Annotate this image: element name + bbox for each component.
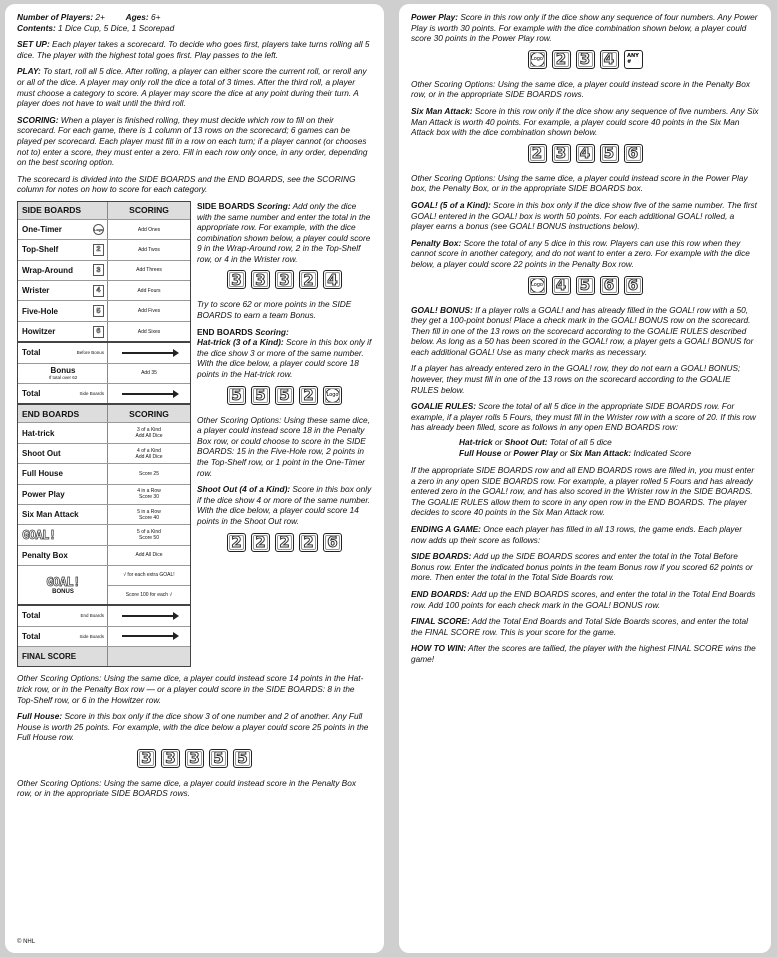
die-2-icon: 2 xyxy=(299,386,318,405)
die-3-icon: 3 xyxy=(227,270,246,289)
side-boards-scoring: SIDE BOARDS Scoring: Add only the dice with the same number and enter the total in the appropriate row. For example, with the dice combination shown below, a player could score 9 in the Wrap-Around row, 2 in the Top-Shelf row, or 4 in the Wrister row. xyxy=(197,200,371,264)
die-4-icon: 4 xyxy=(600,50,619,69)
arrow-icon xyxy=(122,393,177,395)
die-3-icon: 3 xyxy=(137,749,156,768)
die-5-icon: 5 xyxy=(600,144,619,163)
side-row xyxy=(18,260,190,280)
row-scoring: 4 in a Row Score 30 xyxy=(137,488,161,501)
row-scoring: Add Sixes xyxy=(137,328,161,335)
goal-bonus-paragraph: GOAL! BONUS: If a player rolls a GOAL! and has already filled in the GOAL! row with a 50, they get a 100-point bonus! Place a check mark in the GOAL! BONUS row on the scorecard. Then fill in one of the 13 rows on the scorecard according to the GOALIE RULES described below. As long as a 50 has been scored in the GOAL! row, a player gets a GOAL! BONUS for each additional GOAL! Use as many check marks as necessary. xyxy=(411,304,754,357)
die-5-icon: 5 xyxy=(275,386,294,405)
die-6-icon: 6 xyxy=(600,276,619,295)
arrow-icon xyxy=(122,615,177,617)
end-row xyxy=(18,524,190,544)
left-panel xyxy=(5,4,384,953)
side-rows xyxy=(18,219,190,341)
die-2-icon: 2 xyxy=(251,533,270,552)
end-rows xyxy=(18,422,190,565)
row-name: Full House xyxy=(22,469,63,479)
logo-die-icon: Logo xyxy=(528,276,547,295)
scorecard xyxy=(17,201,191,667)
row-name: Hat-trick xyxy=(22,428,55,438)
die-3-icon: 3 xyxy=(185,749,204,768)
players-line: Number of Players: 2+ Ages: 6+ Contents: 1 Dice Cup, 5 Dice, 1 Scorepad xyxy=(17,12,175,33)
row-scoring: Score 25 xyxy=(138,470,159,477)
row-name: Wrister xyxy=(22,286,50,296)
end-boards-header: END BOARDS SCORING xyxy=(18,403,190,422)
right-panel xyxy=(399,4,771,953)
row-scoring: Add Twos xyxy=(138,246,160,253)
end-row xyxy=(18,545,190,565)
die-4-icon: 4 xyxy=(576,144,595,163)
die-6-icon: 6 xyxy=(93,326,104,338)
final-score-row: FINAL SCORE xyxy=(18,646,190,666)
total-end-boards-row: Total End Boards xyxy=(18,604,190,625)
copyright: © NHL xyxy=(17,939,36,945)
final-score-paragraph: FINAL SCORE: Add the Total End Boards and Total Side Boards scores, and enter the total the FINAL SCORE row. This is your score for the game. xyxy=(411,616,748,637)
die-3-icon: 3 xyxy=(552,144,571,163)
die-4-icon: 4 xyxy=(323,270,342,289)
side-row xyxy=(18,239,190,259)
die-5-icon: 5 xyxy=(93,305,104,317)
zero-goal-paragraph: If a player has already entered zero in the GOAL! row, they do not earn a GOAL! BONUS; however, they must fill in one of the 13 rows on the scorecard according to the GOALIE RULES below. xyxy=(411,363,741,395)
side-boards-total-paragraph: SIDE BOARDS: Add up the SIDE BOARDS scores and enter the total in the Total Before Bonus row. Enter the indicated bonus points in the team Bonus row if you scored 62 points or more. Then enter the total in the Total Side Boards row. xyxy=(411,551,753,583)
row-scoring: 4 of a Kind Add All Dice xyxy=(135,447,163,460)
end-boards-scoring: END BOARDS Scoring: Hat-trick (3 of a Kind): Score in this box only if the dice show 3 or more of the same number. With the dice below, a player could score 18 points in the Hat-trick row. xyxy=(197,326,372,380)
die-2-icon: 2 xyxy=(299,533,318,552)
die-4-icon: 4 xyxy=(93,285,104,297)
die-2-icon: 2 xyxy=(552,50,571,69)
row-scoring: Add Fives xyxy=(137,308,161,315)
goal-bonus-row: GOAL! BONUS √ for each extra GOAL! Score 100 for each √ xyxy=(18,565,190,604)
side-boards-header: SIDE BOARDS SCORING xyxy=(18,202,190,219)
dice-example-4 xyxy=(17,749,372,768)
die-4-icon: 4 xyxy=(552,276,571,295)
scorecard-section xyxy=(17,201,372,667)
die-6-icon: 6 xyxy=(624,276,643,295)
fullhouse-paragraph: Full House: Score in this box only if the dice show 3 of one number and 2 of another. Any Full House is worth 25 points. For example, with the dice below a player could score 25 points in the Full House row. xyxy=(17,711,369,743)
die-2-icon: 2 xyxy=(227,533,246,552)
end-row xyxy=(18,463,190,483)
other-options-5: Other Scoring Options: Using the same dice, a player could instead score in the Power Play box, the Penalty Box, or in the appropriate SIDE BOARDS box. xyxy=(411,172,748,194)
row-name: Five-Hole xyxy=(22,306,59,316)
setup-paragraph: SET UP: Each player takes a scorecard. To decide who goes first, players take turns rolling all 5 dice. The player with the highest total goes first. Play passes to the left. xyxy=(17,39,370,60)
other-options-1: Other Scoring Options: Using these same dice, a player could instead score 18 in the Penalty Box row, or could choose to score in the SIDE BOARDS: 15 in the Five-Hole row, 2 points in the Top-Shelf row, or 1 point in the One-Timer row. xyxy=(197,414,370,478)
goalie-rules-list: Hat-trick or Shoot Out: Total of all 5 dice Full House or Power Play or Six Man Attack: Indicated Score xyxy=(459,437,692,459)
logo-die-icon: Logo xyxy=(528,50,547,69)
logo-die-icon: Logo xyxy=(93,224,104,235)
row-scoring: Add All Dice xyxy=(135,552,163,559)
total-before-bonus-row: Total Before Bonus xyxy=(18,341,190,362)
bonus-row: Bonus If total over 62 Add 35 xyxy=(18,363,190,383)
die-3-icon: 3 xyxy=(275,270,294,289)
die-6-icon: 6 xyxy=(323,533,342,552)
row-name: Wrap-Around xyxy=(22,265,73,275)
die-2-icon: 2 xyxy=(299,270,318,289)
bonus-tip: Try to score 62 or more points in the SIDE BOARDS to earn a team Bonus. xyxy=(197,299,352,321)
die-3-icon: 3 xyxy=(161,749,180,768)
die-5-icon: 5 xyxy=(576,276,595,295)
dice-example-1 xyxy=(197,270,372,289)
total-side-boards-row: Total Side Boards xyxy=(18,383,190,403)
side-row xyxy=(18,300,190,320)
how-to-win-paragraph: HOW TO WIN: After the scores are tallied, the player with the highest FINAL SCORE wins the game! xyxy=(411,643,756,664)
other-options-4: Other Scoring Options: Using the same dice, a player could instead score in the Penalty Box row, or in the appropriate SIDE BOARDS rows. xyxy=(411,78,750,100)
end-row xyxy=(18,504,190,524)
die-3-icon: 3 xyxy=(576,50,595,69)
die-3-icon: 3 xyxy=(251,270,270,289)
row-name: Howitzer xyxy=(22,327,56,337)
other-options-2: Other Scoring Options: Using the same dice, a player could instead score 14 points in the Hat-trick row, or in the Penalty Box row — or a player could score in the SIDE BOARDS: 8 in the Top-Shelf row, or 6 in the Howitzer row. xyxy=(17,673,364,705)
die-6-icon: 6 xyxy=(624,144,643,163)
row-name: One-Timer xyxy=(22,225,62,235)
goal-paragraph: GOAL! (5 of a Kind): Score in this box only if the dice show five of the same number. The first GOAL! entered in the GOAL! box is worth 50 points. For each additional GOAL! rolled, a player earns a bonus (see GOAL! BONUS instructions below). xyxy=(411,199,757,232)
end-row xyxy=(18,443,190,463)
side-row xyxy=(18,219,190,239)
row-name: Top-Shelf xyxy=(22,245,59,255)
powerplay-paragraph: Power Play: Score in this row only if the dice show any sequence of four numbers. Any Power Play is worth 30 points. For example with the dice combination shown below, a player could score 30 points in the Power Play row. xyxy=(411,12,758,44)
die-2-icon: 2 xyxy=(93,244,104,256)
shootout-paragraph: Shoot Out (4 of a Kind): Score in this box only if the dice show 4 or more of the same number. With the dice below, a player could score 14 points in the Shoot Out row. xyxy=(197,484,372,526)
row-scoring: Add Ones xyxy=(137,226,161,233)
penalty-paragraph: Penalty Box: Score the total of any 5 dice in this row. Players can use this row when they cannot score in another category, and do not want to enter a zero. For example with the dice below, a player could score 22 points in the Penalty Box row. xyxy=(411,237,750,269)
arrow-icon xyxy=(122,352,177,354)
row-scoring: Add Threes xyxy=(136,267,162,274)
other-options-3: Other Scoring Options: Using the same dice, a player could instead score in the Penalty Box row, or in the appropriate SIDE BOARDS rows. xyxy=(17,777,356,799)
ending-paragraph: ENDING A GAME: Once each player has filled in all 13 rows, the game ends. Each player now adds up their score as follows: xyxy=(411,524,742,545)
dice-example-2 xyxy=(197,386,372,405)
row-name: Power Play xyxy=(22,489,65,499)
row-name: GOAL! xyxy=(22,528,56,543)
divided-paragraph: The scorecard is divided into the SIDE BOARDS and the END BOARDS, see the SCORING column for notes on how to score for each category. xyxy=(17,173,356,195)
logo-die-icon: Logo xyxy=(323,386,342,405)
die-5-icon: 5 xyxy=(227,386,246,405)
die-5-icon: 5 xyxy=(233,749,252,768)
row-scoring: 5 in a Row Score 40 xyxy=(137,508,161,521)
die-5-icon: 5 xyxy=(209,749,228,768)
dice-example-6 xyxy=(411,144,759,163)
end-row xyxy=(18,484,190,504)
row-name: Six Man Attack xyxy=(22,510,79,520)
end-row xyxy=(18,422,190,442)
side-text-column xyxy=(197,201,372,667)
any-number-die-icon: ANY # xyxy=(624,50,643,69)
die-2-icon: 2 xyxy=(528,144,547,163)
dice-example-5 xyxy=(411,50,759,69)
die-2-icon: 2 xyxy=(275,533,294,552)
sixman-paragraph: Six Man Attack: Score in this row only if the dice show any sequence of five numbers. Any Six Man Attack is worth 40 points. For example, a player could score 40 points in the Six Man Attack box with the dice combination shown below. xyxy=(411,105,759,138)
zero-rule-paragraph: If the appropriate SIDE BOARDS row and all END BOARDS rows are filled in, you must enter a zero in any open SIDE BOARDS row. For example, a player rolled 5 Fours and has already entered zero in the GOAL! row, and has also scored in the Wrister row in the SIDE BOARDS. The GOALIE RULES allow them to score in any open row in the END BOARDS. The player decides to score 40 points in the Six Man Attack row. xyxy=(411,465,755,518)
side-row xyxy=(18,280,190,300)
end-boards-total-paragraph: END BOARDS: Add up the END BOARDS scores, and enter the total in the Total End Boards row. Add 100 points for each check mark in the GOAL! BONUS row. xyxy=(411,588,756,610)
dice-example-3 xyxy=(197,533,372,552)
row-scoring: 5 of a Kind Score 50 xyxy=(137,529,161,542)
play-paragraph: PLAY: To start, roll all 5 dice. After rolling, a player can either score the current roll, or reroll any or all of the dice. A player may only roll the dice a total of 3 times. After the third roll, a player must choose a category to score. A player may score the dice at any point during their turn. A player does not have to wait until the third roll. xyxy=(17,66,367,109)
row-scoring: 3 of a Kind Add All Dice xyxy=(135,427,163,440)
total-side-boards-row-2: Total Side Boards xyxy=(18,626,190,646)
arrow-icon xyxy=(122,635,177,637)
goalie-rules-paragraph: GOALIE RULES: Score the total of all 5 dice in the appropriate SIDE BOARDS row. For example, if a player rolls 5 Fours, they must fill in the Wrister row with a score of 20. If this row has already been filled, score as follows in any open END BOARDS row: xyxy=(411,401,756,433)
row-name: Shoot Out xyxy=(22,449,61,458)
side-row xyxy=(18,321,190,341)
scoring-paragraph: SCORING: When a player is finished rolling, they must decide which row to fill on their scorecard. For each game, there is 1 column of 13 rows on the scorecard; 6 games can be played per scorecard. Each player must fill in a row on each turn; if a player cannot (or chooses not to) enter a score, they must enter a zero. Fill in each row only once, in any order, depending on the best scoring option. xyxy=(17,114,368,168)
dice-example-7 xyxy=(411,276,759,295)
die-5-icon: 5 xyxy=(251,386,270,405)
row-name: Penalty Box xyxy=(22,550,68,560)
row-scoring: Add Fours xyxy=(137,287,161,294)
die-3-icon: 3 xyxy=(93,264,104,276)
